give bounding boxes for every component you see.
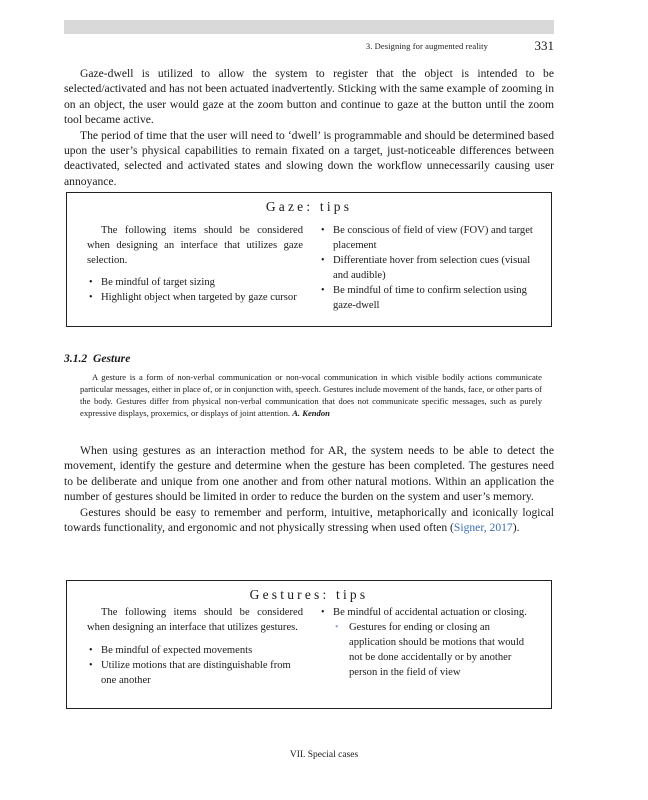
header-bar — [64, 20, 554, 34]
gestures-tips-right-column — [319, 605, 533, 680]
quote-text: A gesture is a form of non-verbal communication or non-vocal communication in which visible bodily actions communicate particular messages, either in place of, or in conjunction with, speech. Gestures include movement of the hands, face, or other parts of the body. Gestures differ from physical non-verbal communication that does not communicate specific messages, such as purely expressive displays, proxemics, or displays of joint attention. — [80, 372, 542, 419]
citation-link[interactable]: Signer, 2017 — [453, 521, 513, 535]
gaze-tips-right-column — [319, 223, 533, 313]
gestures-tips-left-list — [87, 643, 303, 688]
gaze-tips-right-list — [319, 223, 533, 313]
gaze-tips-intro: The following items should be considered when designing an interface that utilizes gaze selection. — [87, 225, 303, 266]
list-item: • Be mindful of time to confirm selection using gaze-dwell — [321, 285, 527, 311]
bullet-icon: • — [321, 255, 325, 266]
section-title: Gesture — [92, 352, 131, 365]
epigraph-quote — [80, 371, 542, 419]
quote-author: A. Kendon — [292, 408, 330, 419]
chapter-title: 3. Designing for augmented reality — [365, 41, 488, 51]
page-number: 331 — [534, 38, 554, 53]
paragraph: Gestures should be easy to remember and perform, intuitive, metaphorically and iconically logical towards functionality, and ergonomic and not physically stressing when used often (Signer, 2017). — [64, 505, 554, 535]
bullet-icon: • — [321, 607, 325, 618]
list-item: • Be mindful of accidental actuation or closing. — [321, 607, 527, 618]
list-item: • Utilize motions that are distinguishable from one another — [89, 660, 291, 686]
bullet-icon: • — [89, 645, 93, 656]
gestures-tips-right-list — [319, 605, 533, 680]
list-item: • Be conscious of field of view (FOV) and target placement — [321, 225, 533, 251]
list-item: • Highlight object when targeted by gaze cursor — [89, 292, 297, 303]
bullet-icon: • — [89, 660, 93, 671]
bullet-icon: • — [89, 277, 93, 288]
list-item: • Be mindful of expected movements — [89, 645, 253, 656]
gaze-tips-box — [66, 192, 552, 327]
bullet-icon: • — [321, 225, 325, 236]
running-head — [64, 38, 554, 56]
gaze-tips-title: Gaze: tips — [265, 199, 353, 214]
section-number: 3.1.2 — [64, 352, 88, 365]
gestures-tips-left-column — [87, 605, 303, 688]
section-heading — [64, 352, 130, 365]
gestures-tips-box — [66, 580, 552, 709]
sub-list-item: • Gestures for ending or closing an application should be motions that would not be done accidentally or by another person in the field of view — [335, 622, 525, 678]
footer-part-title: VII. Special cases — [289, 750, 359, 760]
list-item: • Be mindful of target sizing — [89, 277, 215, 288]
sub-bullet-icon: • — [335, 622, 339, 633]
intro-text — [64, 66, 554, 189]
list-item: • Differentiate hover from selection cues (visual and audible) — [321, 255, 531, 281]
gestures-tips-intro: The following items should be considered when designing an interface that utilizes gestures. — [87, 607, 303, 633]
gesture-body-text — [64, 443, 554, 535]
gaze-tips-left-list — [87, 275, 303, 305]
paragraph: Gaze-dwell is utilized to allow the system to register that the object is intended to be selected/activated and has not been actuated inadvertently. Sticking with the same example of zooming in on an object, the user would gaze at the zoom button and continue to gaze at the button until the zoom tool became active. — [64, 67, 554, 127]
gestures-tips-title: Gestures: tips — [249, 587, 369, 602]
paragraph: When using gestures as an interaction method for AR, the system needs to be able to detect the movement, identify the gesture and determine when the gesture has been completed. The gestures need to be deliberate and unique from one another and from other natural motions. Within an application the number of gestures should be limited in order to reduce the burden on the system and user’s memory. — [64, 444, 554, 504]
paragraph: The period of time that the user will need to ‘dwell’ is programmable and should be determined based upon the user’s physical capabilities to remain fixated on a target, just-noticeable differences between deactivated, selected and activated states and slowing down the workflow unnecessarily causing user annoyance. — [64, 128, 554, 188]
bullet-icon: • — [89, 292, 93, 303]
gaze-tips-left-column — [87, 223, 303, 305]
bullet-icon: • — [321, 285, 325, 296]
